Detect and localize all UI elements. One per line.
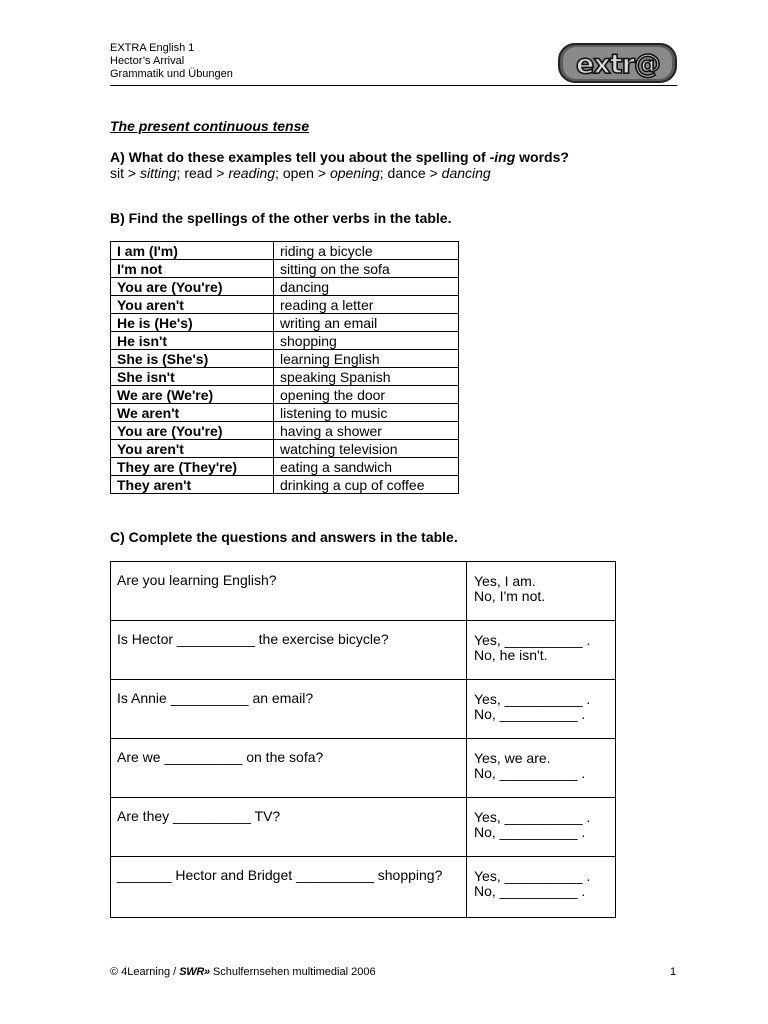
example-delimiter: ; <box>176 165 185 181</box>
activity-cell: watching television <box>274 440 459 458</box>
question-cell: _______ Hector and Bridget __________ shopping? <box>111 857 467 918</box>
pronoun-cell: They are (They're) <box>111 458 274 476</box>
table-row <box>111 260 459 278</box>
example-separator: > <box>212 165 229 181</box>
extra-logo-icon <box>558 40 678 86</box>
question-cell: Is Hector __________ the exercise bicycle? <box>111 621 467 680</box>
pronoun-cell: He is (He's) <box>111 314 274 332</box>
answer-no: No, __________ . <box>474 765 586 781</box>
header-course: EXTRA English 1 <box>110 42 195 54</box>
answer-yes: Yes, we are. <box>474 750 551 766</box>
example-base: sit <box>110 165 124 181</box>
table-row <box>111 562 616 621</box>
swr-logo: SWR» <box>179 966 210 978</box>
pronoun-cell: We aren't <box>111 404 274 422</box>
table-row <box>111 458 459 476</box>
answer-yes: Yes, __________ . <box>474 691 591 707</box>
table-row <box>111 440 459 458</box>
activity-cell: sitting on the sofa <box>274 260 459 278</box>
example-delimiter: ; <box>275 165 283 181</box>
document-header <box>110 42 233 81</box>
table-row <box>111 476 459 494</box>
extra-logo <box>558 40 678 86</box>
pronoun-cell: You aren't <box>111 440 274 458</box>
example-ing: sitting <box>139 165 177 181</box>
table-row <box>111 404 459 422</box>
activity-cell: opening the door <box>274 386 459 404</box>
answer-yes: Yes, __________ . <box>474 809 591 825</box>
question-a-end: words? <box>515 149 569 165</box>
table-row <box>111 242 459 260</box>
question-cell: Are we __________ on the sofa? <box>111 739 467 798</box>
table-row <box>111 680 616 739</box>
example-base: dance <box>387 165 426 181</box>
answer-cell <box>467 798 616 857</box>
pronoun-cell: I am (I'm) <box>111 242 274 260</box>
question-c: C) Complete the questions and answers in the table. <box>110 529 458 545</box>
footer-copyright <box>110 966 376 978</box>
activity-cell: drinking a cup of coffee <box>274 476 459 494</box>
question-answer-table <box>110 561 616 918</box>
pronoun-cell: You are (You're) <box>111 278 274 296</box>
table-row <box>111 386 459 404</box>
table-row <box>111 332 459 350</box>
question-cell: Is Annie __________ an email? <box>111 680 467 739</box>
activity-cell: listening to music <box>274 404 459 422</box>
question-b: B) Find the spellings of the other verbs in the table. <box>110 210 452 226</box>
pronoun-cell: He isn't <box>111 332 274 350</box>
table-row <box>111 621 616 680</box>
table-row <box>111 296 459 314</box>
answer-cell <box>467 621 616 680</box>
question-a <box>110 149 569 165</box>
table-row <box>111 314 459 332</box>
example-ing: reading <box>228 165 276 181</box>
footer-prefix: © 4Learning / <box>110 966 180 978</box>
answer-no: No, __________ . <box>474 883 586 899</box>
example-base: read <box>184 165 213 181</box>
activity-cell: having a shower <box>274 422 459 440</box>
example-ing: dancing <box>441 165 491 181</box>
pronoun-cell: They aren't <box>111 476 274 494</box>
header-subtitle: Grammatik und Übungen <box>110 68 233 80</box>
table-row <box>111 798 616 857</box>
pronoun-cell: We are (We're) <box>111 386 274 404</box>
table-row <box>111 278 459 296</box>
answer-yes: Yes, I am. <box>474 573 536 589</box>
question-a-ing: -ing <box>489 149 516 165</box>
example-base: open <box>282 165 314 181</box>
activity-cell: speaking Spanish <box>274 368 459 386</box>
question-a-text: A) What do these examples tell you about the spelling of <box>110 149 490 165</box>
answer-cell <box>467 562 616 621</box>
header-episode: Hector’s Arrival <box>110 55 185 67</box>
example-separator: > <box>313 165 330 181</box>
example-ing: opening <box>329 165 380 181</box>
pronoun-cell: She is (She's) <box>111 350 274 368</box>
answer-no: No, __________ . <box>474 706 586 722</box>
pronoun-cell: She isn't <box>111 368 274 386</box>
verb-table <box>110 241 459 494</box>
activity-cell: eating a sandwich <box>274 458 459 476</box>
activity-cell: writing an email <box>274 314 459 332</box>
example-delimiter: ; <box>379 165 388 181</box>
table-row <box>111 422 459 440</box>
example-separator: > <box>124 165 140 181</box>
example-separator: > <box>425 165 442 181</box>
question-cell: Are they __________ TV? <box>111 798 467 857</box>
answer-no: No, he isn't. <box>474 647 548 663</box>
activity-cell: reading a letter <box>274 296 459 314</box>
answer-cell <box>467 680 616 739</box>
page-title: The present continuous tense <box>110 118 310 134</box>
question-cell: Are you learning English? <box>111 562 467 621</box>
answer-yes: Yes, __________ . <box>474 868 591 884</box>
spelling-examples <box>110 165 491 181</box>
pronoun-cell: I'm not <box>111 260 274 278</box>
pronoun-cell: You aren't <box>111 296 274 314</box>
page-number: 1 <box>670 966 677 978</box>
table-row <box>111 350 459 368</box>
answer-cell <box>467 857 616 918</box>
activity-cell: shopping <box>274 332 459 350</box>
activity-cell: riding a bicycle <box>274 242 459 260</box>
table-row <box>111 857 616 918</box>
activity-cell: dancing <box>274 278 459 296</box>
activity-cell: learning English <box>274 350 459 368</box>
footer-suffix: Schulfernsehen multimedial 2006 <box>209 966 376 978</box>
table-row <box>111 739 616 798</box>
answer-no: No, I'm not. <box>474 588 546 604</box>
answer-no: No, __________ . <box>474 824 586 840</box>
pronoun-cell: You are (You're) <box>111 422 274 440</box>
answer-cell <box>467 739 616 798</box>
table-row <box>111 368 459 386</box>
answer-yes: Yes, __________ . <box>474 632 591 648</box>
logo-text: extr@ <box>576 49 660 80</box>
